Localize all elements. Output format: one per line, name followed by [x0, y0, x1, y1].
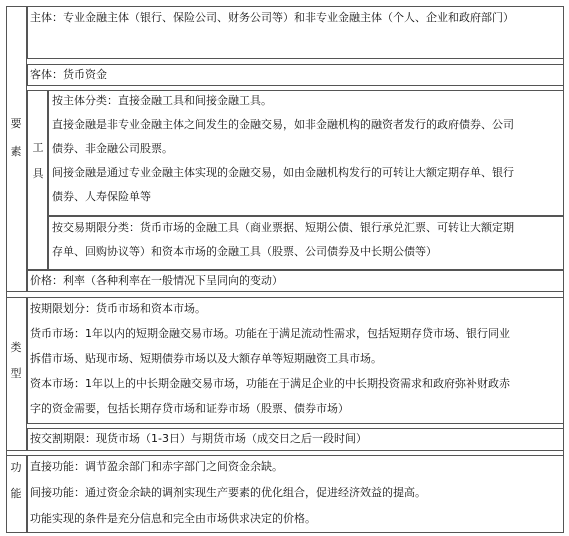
tools-label-top: 工 — [32, 141, 44, 154]
price-text: 价格：利率（各种利率在一般情况下呈同向的变动） — [30, 274, 283, 287]
object-cell — [27, 64, 564, 86]
tools-term-line: 存单、回购协议等）和资本市场的金融工具（股票、公司债券及中长期公债等） — [52, 245, 437, 258]
tools-line: 直接金融是非专业金融主体之间发生的金融交易，如非金融机构的融资者发行的政府债券、公司 — [52, 118, 514, 131]
types-line: 字的资金需要，包括长期存贷市场和证券市场（股票、债券市场） — [30, 402, 349, 415]
tools-term-line: 按交易期限分类：货币市场的金融工具（商业票据、短期公债、银行承兑汇票、可转让大额定期 — [52, 221, 514, 234]
section-yaosu-label-bottom: 素 — [10, 145, 22, 158]
subject-text: 主体：专业金融主体（银行、保险公司、财务公司等）和非专业金融主体（个人、企业和政府部门） — [30, 11, 514, 24]
functions-line: 功能实现的条件是充分信息和完全由市场供求决定的价格。 — [30, 512, 316, 525]
delivery-text: 按交割期限：现货市场（1-3日）与期货市场（成交日之后一段时间） — [30, 432, 367, 445]
types-line: 货币市场：1年以内的短期金融交易市场。功能在于满足流动性需求，包括短期存贷市场、银行同业 — [30, 327, 510, 340]
types-line: 资本市场：1年以上的中长期金融交易市场，功能在于满足企业的中长期投资需求和政府弥补财政赤 — [30, 377, 510, 390]
section-gongneng-label-top: 功 — [10, 461, 22, 474]
section-gongneng-label-bottom: 能 — [10, 487, 22, 500]
section-leixing-label-bottom: 型 — [10, 367, 22, 380]
section-yaosu-label-top: 要 — [10, 117, 22, 130]
tools-line: 债券、人寿保险单等 — [52, 190, 151, 203]
tools-line: 间接金融是通过专业金融主体实现的金融交易，如由金融机构发行的可转让大额定期存单、银行 — [52, 166, 514, 179]
functions-line: 间接功能：通过资金余缺的调剂实现生产要素的优化组合，促进经济效益的提高。 — [30, 486, 426, 499]
types-line: 按期限划分：货币市场和资本市场。 — [30, 302, 206, 315]
section-leixing-label-top: 类 — [10, 341, 22, 354]
tools-label-bottom: 具 — [32, 167, 44, 180]
functions-line: 直接功能：调节盈余部门和赤字部门之间资金余缺。 — [30, 460, 283, 473]
types-line: 拆借市场、贴现市场、短期债券市场以及大额存单等短期融资工具市场。 — [30, 352, 382, 365]
tools-line: 按主体分类：直接金融工具和间接金融工具。 — [52, 94, 272, 107]
tools-line: 债券、非金融公司股票。 — [52, 142, 173, 155]
object-text: 客体：货币资金 — [30, 68, 107, 81]
